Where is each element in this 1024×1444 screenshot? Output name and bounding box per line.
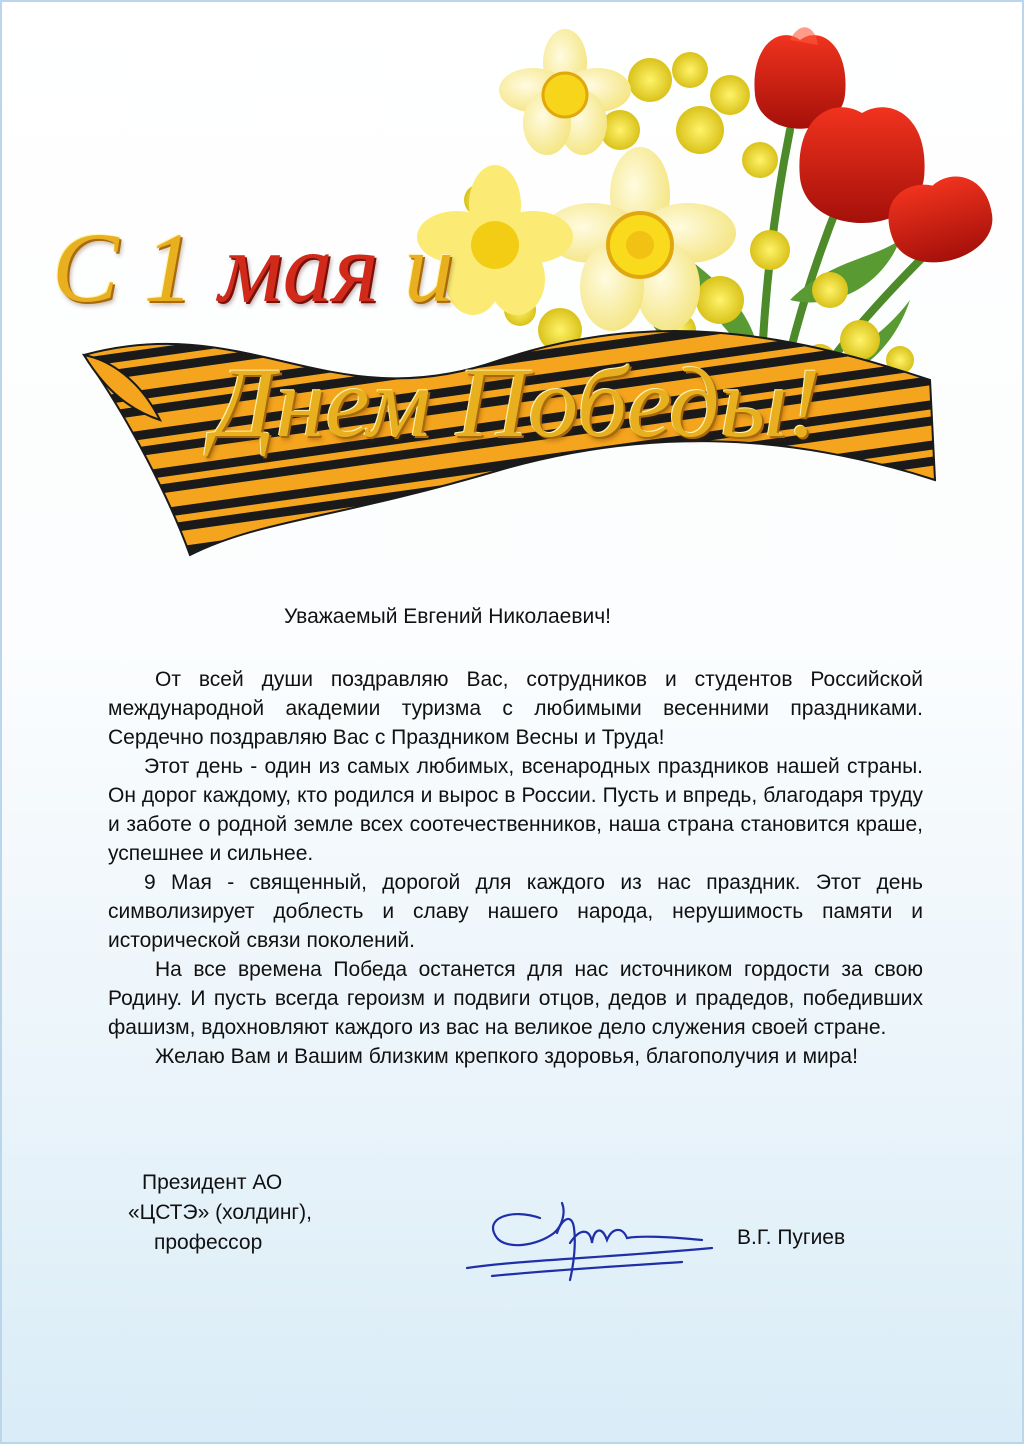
header-illustration [0, 0, 1024, 580]
paragraph-2: Этот день - один из самых любимых, всенародных праздников нашей страны. Он дорог каждому, кто родился и вырос в России. Пусть и впредь, благодаря труду и заботе о родной земле всех соотечественников, наша страна становится краше, успешнее и сильнее. [108, 755, 923, 865]
handwritten-signature [462, 1188, 722, 1288]
position-line-2: «ЦСТЭ» (холдинг), [128, 1201, 312, 1224]
paragraph-3: 9 Мая - священный, дорогой для каждого из нас праздник. Этот день символизирует доблесть и славу нашего народа, нерушимость памяти и исторической связи поколений. [108, 871, 923, 952]
title-part-2: мая [218, 212, 380, 323]
position-line-3: профессор [154, 1231, 263, 1254]
title-line-1 [52, 210, 454, 325]
greeting: Уважаемый Евгений Николаевич! [284, 605, 612, 628]
title-part-3: и [379, 212, 455, 323]
title-part-1: С 1 [52, 212, 219, 323]
position-line-1: Президент АО [142, 1171, 283, 1194]
signer-name: В.Г. Пугиев [737, 1226, 846, 1249]
paragraph-1: От всей души поздравляю Вас, сотрудников и студентов Российской международной академии туризма с любимыми весенними праздниками. Сердечно поздравляю Вас с Праздником Весны и Труда! [108, 668, 923, 749]
signer-position [128, 1168, 312, 1258]
paragraph-5: Желаю Вам и Вашим близким крепкого здоровья, благополучия и мира! [155, 1045, 858, 1068]
paragraph-4: На все времена Победа останется для нас источником гордости за свою Родину. И пусть всегда героизм и подвиги отцов, дедов и прадедов, победивших фашизм, вдохновляют каждого из вас на великое дело служения своей стране. [108, 958, 923, 1039]
title-line-2: Днем Победы! [212, 347, 821, 458]
letter-body [108, 665, 923, 1071]
